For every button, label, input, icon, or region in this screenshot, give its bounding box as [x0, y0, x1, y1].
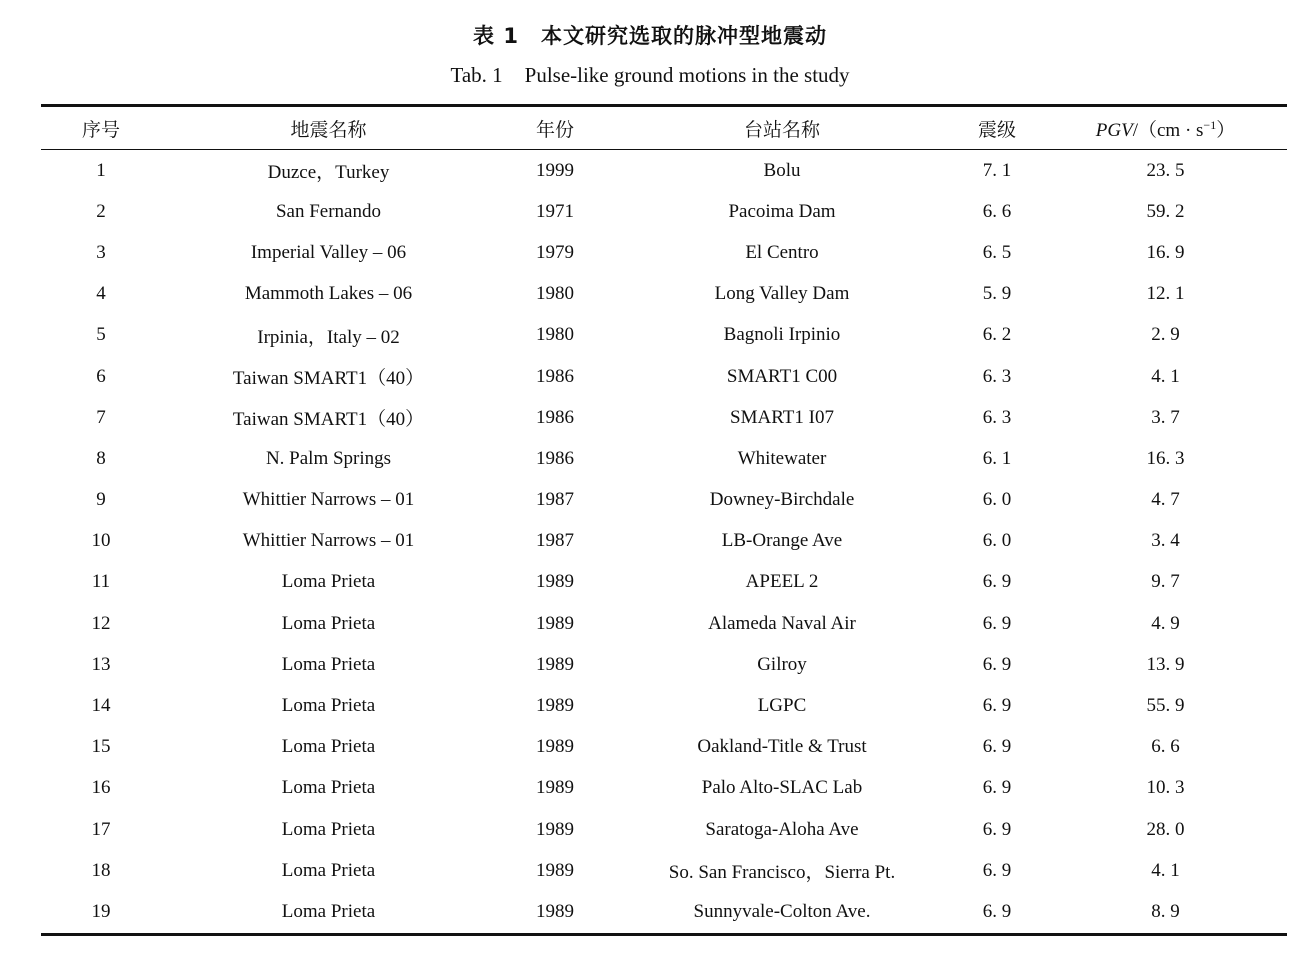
cell-station-name: SMART1 C00	[726, 365, 838, 387]
cell-earthquake-name: Loma Prieta	[281, 900, 376, 922]
cell-year: 1980	[536, 283, 574, 305]
cell-earthquake-name: Loma Prieta	[281, 736, 376, 758]
cell-index: 16	[91, 777, 111, 799]
ground-motion-table	[41, 104, 1287, 936]
cell-magnitude: 6. 9	[982, 900, 1012, 922]
cell-pgv: 4. 1	[1151, 859, 1180, 881]
cell-magnitude: 6. 3	[982, 406, 1012, 428]
cell-pgv: 59. 2	[1146, 200, 1185, 222]
header-station-name: 台站名称	[743, 118, 820, 141]
cell-pgv: 23. 5	[1146, 159, 1185, 181]
cell-year: 1999	[536, 159, 574, 181]
cell-station-name: LB-Orange Ave	[721, 530, 843, 552]
cell-magnitude: 6. 9	[982, 612, 1012, 634]
cell-pgv: 3. 4	[1151, 530, 1180, 552]
table-label-english: Tab. 1	[450, 63, 503, 87]
cell-station-name: Sunnyvale-Colton Ave.	[693, 900, 871, 922]
table-row	[41, 603, 1287, 644]
cell-magnitude: 6. 9	[982, 653, 1012, 675]
table-row	[41, 191, 1287, 232]
table-row	[41, 685, 1287, 726]
table-row	[41, 727, 1287, 768]
table-row	[41, 768, 1287, 809]
header-magnitude: 震级	[977, 118, 1016, 141]
cell-index: 12	[91, 612, 111, 634]
table-row	[41, 397, 1287, 438]
cell-station-name: Saratoga-Aloha Ave	[705, 818, 859, 840]
cell-year: 1986	[536, 447, 574, 469]
cell-index: 18	[91, 859, 111, 881]
cell-year: 1987	[536, 530, 574, 552]
cell-year: 1989	[536, 900, 574, 922]
cell-pgv: 12. 1	[1146, 283, 1185, 305]
header-year: 年份	[535, 118, 574, 141]
cell-year: 1989	[536, 695, 574, 717]
cell-magnitude: 6. 9	[982, 571, 1012, 593]
cell-earthquake-name: Loma Prieta	[281, 653, 376, 675]
table-row	[41, 274, 1287, 315]
cell-pgv: 3. 7	[1151, 406, 1180, 428]
cell-magnitude: 6. 9	[982, 695, 1012, 717]
cell-year: 1986	[536, 365, 574, 387]
cell-magnitude: 6. 0	[982, 530, 1012, 552]
cell-year: 1989	[536, 859, 574, 881]
cell-index: 6	[96, 365, 106, 387]
cell-station-name: Gilroy	[757, 653, 807, 675]
cell-index: 8	[96, 447, 106, 469]
table-caption-chinese	[0, 20, 1300, 50]
cell-pgv: 9. 7	[1151, 571, 1180, 593]
cell-earthquake-name: San Fernando	[275, 200, 381, 222]
table-row	[41, 809, 1287, 850]
header-earthquake-name: 地震名称	[290, 118, 367, 141]
cell-index: 4	[96, 283, 106, 305]
header-index: 序号	[81, 118, 120, 141]
cell-index: 15	[91, 736, 111, 758]
cell-index: 3	[96, 241, 106, 263]
table-title-chinese: 本文研究选取的脉冲型地震动	[540, 24, 827, 48]
cell-station-name: Downey-Birchdale	[709, 489, 855, 511]
cell-pgv: 16. 3	[1146, 447, 1185, 469]
cell-index: 10	[91, 530, 111, 552]
cell-pgv: 28. 0	[1146, 818, 1185, 840]
cell-pgv: 4. 1	[1151, 365, 1180, 387]
header-pgv-unit: /（cm · s	[1132, 119, 1204, 141]
cell-station-name: LGPC	[757, 695, 807, 717]
cell-earthquake-name: Mammoth Lakes – 06	[244, 283, 413, 305]
cell-station-name: SMART1 I07	[730, 406, 834, 428]
cell-index: 2	[96, 200, 106, 222]
cell-year: 1979	[536, 241, 574, 263]
cell-magnitude: 6. 5	[982, 241, 1012, 263]
table-row	[41, 438, 1287, 479]
header-pgv-unit-close: ）	[1216, 119, 1236, 141]
cell-magnitude: 6. 1	[982, 447, 1012, 469]
header-pgv	[1044, 106, 1287, 150]
cell-index: 17	[91, 818, 111, 840]
cell-pgv: 13. 9	[1146, 653, 1185, 675]
cell-index: 5	[96, 324, 106, 346]
cell-pgv: 4. 7	[1151, 489, 1180, 511]
table-row	[41, 315, 1287, 356]
cell-magnitude: 6. 2	[982, 324, 1012, 346]
cell-pgv: 6. 6	[1151, 736, 1180, 758]
table-row	[41, 150, 1287, 192]
cell-index: 9	[96, 489, 106, 511]
cell-earthquake-name: Imperial Valley – 06	[250, 241, 407, 263]
table-label-chinese: 表 1	[473, 24, 519, 48]
cell-year: 1989	[536, 653, 574, 675]
cell-year: 1989	[536, 777, 574, 799]
table-row	[41, 356, 1287, 397]
header-pgv-unit-exponent: −1	[1203, 117, 1217, 132]
cell-index: 7	[96, 406, 106, 428]
table-row	[41, 232, 1287, 273]
table-row	[41, 521, 1287, 562]
cell-station-name: Bagnoli Irpinio	[723, 324, 841, 346]
cell-magnitude: 6. 9	[982, 736, 1012, 758]
cell-index: 14	[91, 695, 111, 717]
cell-year: 1989	[536, 818, 574, 840]
cell-year: 1989	[536, 571, 574, 593]
header-pgv-symbol: PGV	[1095, 119, 1133, 141]
cell-magnitude: 6. 9	[982, 777, 1012, 799]
cell-index: 11	[91, 571, 111, 593]
cell-earthquake-name: Loma Prieta	[281, 859, 376, 881]
cell-station-name: So. San Francisco，Sierra Pt.	[668, 862, 896, 884]
cell-station-name: Oakland-Title & Trust	[697, 736, 867, 758]
cell-pgv: 55. 9	[1146, 695, 1185, 717]
cell-pgv: 10. 3	[1146, 777, 1185, 799]
table-caption-english	[0, 63, 1300, 88]
cell-magnitude: 6. 9	[982, 859, 1012, 881]
cell-earthquake-name: Loma Prieta	[281, 571, 376, 593]
cell-year: 1986	[536, 406, 574, 428]
cell-earthquake-name: Loma Prieta	[281, 818, 376, 840]
table-body	[41, 150, 1287, 935]
table-header-row	[41, 106, 1287, 150]
cell-earthquake-name: Loma Prieta	[281, 695, 376, 717]
cell-pgv: 2. 9	[1151, 324, 1180, 346]
cell-earthquake-name: Taiwan SMART1（40）	[232, 409, 425, 431]
cell-magnitude: 7. 1	[982, 159, 1012, 181]
cell-station-name: Long Valley Dam	[714, 283, 850, 305]
cell-year: 1989	[536, 736, 574, 758]
cell-year: 1987	[536, 489, 574, 511]
cell-earthquake-name: Loma Prieta	[281, 612, 376, 634]
cell-earthquake-name: Loma Prieta	[281, 777, 376, 799]
cell-station-name: Bolu	[763, 159, 801, 181]
cell-pgv: 8. 9	[1151, 900, 1180, 922]
table-row	[41, 644, 1287, 685]
cell-magnitude: 5. 9	[982, 283, 1012, 305]
cell-earthquake-name: N. Palm Springs	[265, 447, 392, 469]
cell-station-name: Whitewater	[737, 447, 827, 469]
cell-station-name: Palo Alto-SLAC Lab	[701, 777, 863, 799]
cell-pgv: 16. 9	[1146, 241, 1185, 263]
cell-magnitude: 6. 0	[982, 489, 1012, 511]
cell-magnitude: 6. 6	[982, 200, 1012, 222]
cell-earthquake-name: Duzce，Turkey	[267, 162, 390, 184]
cell-year: 1980	[536, 324, 574, 346]
cell-station-name: Alameda Naval Air	[708, 612, 856, 634]
cell-index: 19	[91, 900, 111, 922]
table-row	[41, 850, 1287, 891]
cell-station-name: Pacoima Dam	[728, 200, 836, 222]
table-row	[41, 480, 1287, 521]
cell-index: 1	[96, 159, 106, 181]
cell-station-name: APEEL 2	[745, 571, 819, 593]
cell-station-name: El Centro	[745, 241, 819, 263]
cell-earthquake-name: Taiwan SMART1（40）	[232, 368, 425, 390]
cell-year: 1989	[536, 612, 574, 634]
table-title-english: Pulse-like ground motions in the study	[524, 63, 850, 87]
cell-index: 13	[91, 653, 111, 675]
cell-pgv: 4. 9	[1151, 612, 1180, 634]
cell-year: 1971	[536, 200, 574, 222]
table-row	[41, 562, 1287, 603]
cell-earthquake-name: Irpinia，Italy – 02	[257, 326, 400, 348]
cell-magnitude: 6. 9	[982, 818, 1012, 840]
cell-earthquake-name: Whittier Narrows – 01	[242, 489, 415, 511]
table-row	[41, 891, 1287, 934]
cell-magnitude: 6. 3	[982, 365, 1012, 387]
cell-earthquake-name: Whittier Narrows – 01	[242, 530, 415, 552]
